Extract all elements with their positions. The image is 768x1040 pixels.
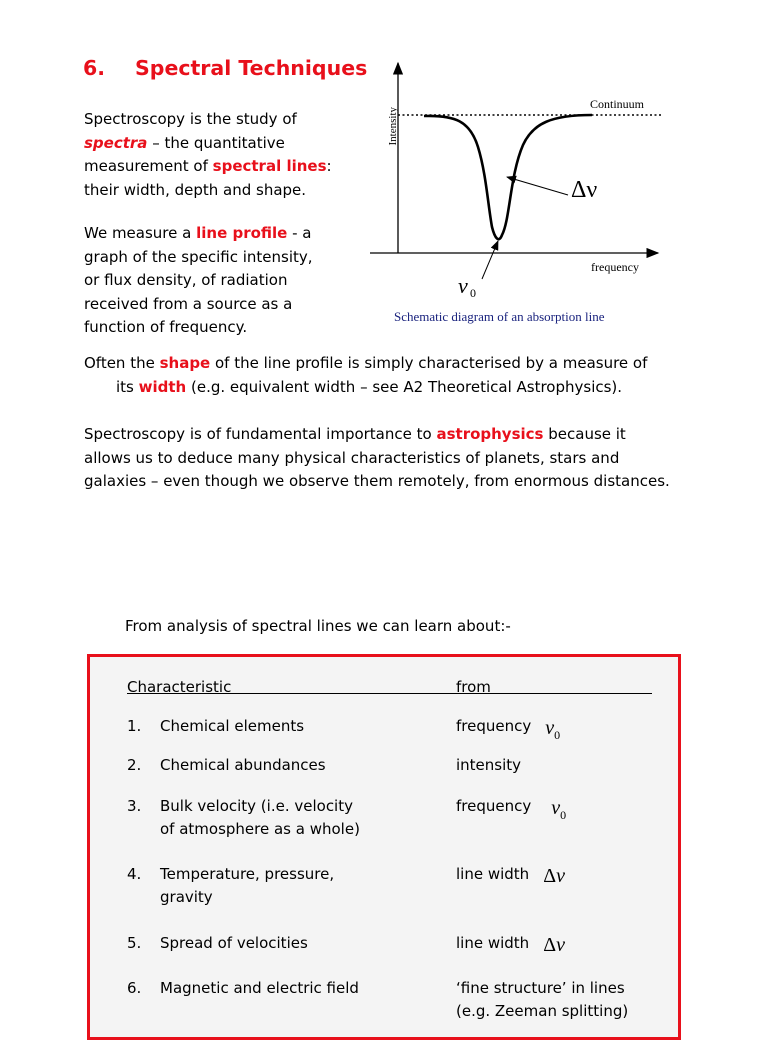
text-fragment: measurement of <box>84 157 213 175</box>
row-characteristic: Chemical abundances <box>160 756 326 774</box>
row-from <box>456 795 676 827</box>
term-spectral-lines: spectral lines <box>212 157 327 175</box>
row-from-text: frequency <box>456 797 532 815</box>
x-axis-label: frequency <box>591 260 639 274</box>
nu-glyph: ν <box>556 934 565 956</box>
term-line-profile: line profile <box>196 224 288 242</box>
intro-paragraph-1 <box>84 108 334 202</box>
text-fragment: Often the <box>84 354 160 372</box>
text-fragment: Spectroscopy is of fundamental importance to <box>84 425 437 443</box>
text-fragment: Spectroscopy is the study of <box>84 110 297 128</box>
y-axis-label: Intensity <box>387 107 399 146</box>
continuum-label: Continuum <box>590 97 645 111</box>
row-number: 2. <box>127 756 142 774</box>
row-characteristic: Magnetic and electric field <box>160 979 359 997</box>
header-underline <box>127 693 652 694</box>
row-from-text: frequency <box>456 717 532 735</box>
text-fragment: graph of the specific intensity, <box>84 247 313 266</box>
row-number: 5. <box>127 934 142 952</box>
row-number: 1. <box>127 717 142 735</box>
nu-glyph: ν <box>556 865 565 887</box>
text-fragment: allows us to deduce many physical characteristics of planets, stars and <box>84 448 620 467</box>
row-from <box>456 715 676 747</box>
header-characteristic: Characteristic <box>127 678 232 696</box>
row-from-line: (e.g. Zeeman splitting) <box>456 1002 629 1020</box>
text-fragment: - a <box>287 224 312 242</box>
term-width: width <box>138 377 187 396</box>
term-spectra: spectra <box>84 133 148 152</box>
nu0-subscript: 0 <box>470 286 476 300</box>
row-characteristic: Chemical elements <box>160 717 305 735</box>
delta-nu-symbol <box>543 865 565 887</box>
text-fragment: function of frequency. <box>84 318 248 336</box>
text-fragment: We measure a <box>84 224 197 242</box>
text-fragment: received from a source as a <box>84 294 293 313</box>
diagram-caption: Schematic diagram of an absorption line <box>394 309 605 324</box>
nu-subscript: 0 <box>560 808 567 822</box>
row-from <box>456 932 676 957</box>
width-arrow <box>507 177 568 195</box>
row-from <box>456 977 676 1023</box>
row-characteristic-line: Bulk velocity (i.e. velocity <box>160 797 353 815</box>
row-from-line: ‘fine structure’ in lines <box>456 979 625 997</box>
text-fragment: (e.g. equivalent width – see A2 Theoretical Astrophysics). <box>186 377 623 396</box>
nu0-symbol <box>551 797 567 822</box>
section-title: Spectral Techniques <box>135 56 368 80</box>
astrophysics-paragraph <box>84 423 694 494</box>
row-from <box>456 863 676 888</box>
row-from-text: line width <box>456 865 530 883</box>
analysis-intro: From analysis of spectral lines we can learn about:- <box>125 617 511 635</box>
text-fragment: or flux density, of radiation <box>84 271 288 289</box>
term-shape: shape <box>159 354 211 372</box>
delta-glyph: Δ <box>543 865 557 887</box>
shape-paragraph <box>84 352 694 399</box>
row-from: intensity <box>456 756 522 774</box>
row-characteristic-line: gravity <box>160 888 213 906</box>
row-number: 6. <box>127 979 142 997</box>
header-from: from <box>456 678 491 696</box>
characteristics-table <box>87 654 681 1040</box>
text-fragment: their width, depth and shape. <box>84 180 307 199</box>
nu0-arrow <box>482 241 498 279</box>
page-title <box>83 56 367 80</box>
intro-paragraph-2 <box>84 222 334 340</box>
row-number: 3. <box>127 797 142 815</box>
row-characteristic-line: Temperature, pressure, <box>160 865 335 883</box>
delta-nu-label: Δν <box>571 177 598 203</box>
nu-glyph: ν <box>545 717 555 739</box>
delta-glyph: Δ <box>543 934 557 956</box>
section-number: 6. <box>83 56 106 80</box>
row-characteristic <box>160 795 410 841</box>
text-fragment: – the quantitative <box>147 133 285 152</box>
row-from-text: line width <box>456 934 530 952</box>
delta-nu-symbol <box>543 934 565 956</box>
row-characteristic-line: of atmosphere as a whole) <box>160 820 360 838</box>
nu-glyph: ν <box>551 797 561 819</box>
row-characteristic: Spread of velocities <box>160 934 308 952</box>
row-characteristic <box>160 863 410 909</box>
text-fragment: because it <box>543 425 626 443</box>
nu0-label: ν <box>458 273 468 298</box>
row-number: 4. <box>127 865 142 883</box>
text-fragment: : <box>326 157 332 175</box>
text-fragment: galaxies – even though we observe them remotely, from enormous distances. <box>84 472 670 490</box>
nu-subscript: 0 <box>554 728 561 742</box>
term-astrophysics: astrophysics <box>436 425 544 443</box>
text-fragment: its <box>116 377 139 396</box>
absorption-line-diagram <box>360 55 670 330</box>
nu0-symbol <box>545 717 561 742</box>
text-fragment: of the line profile is simply characterised by a measure of <box>210 354 648 372</box>
